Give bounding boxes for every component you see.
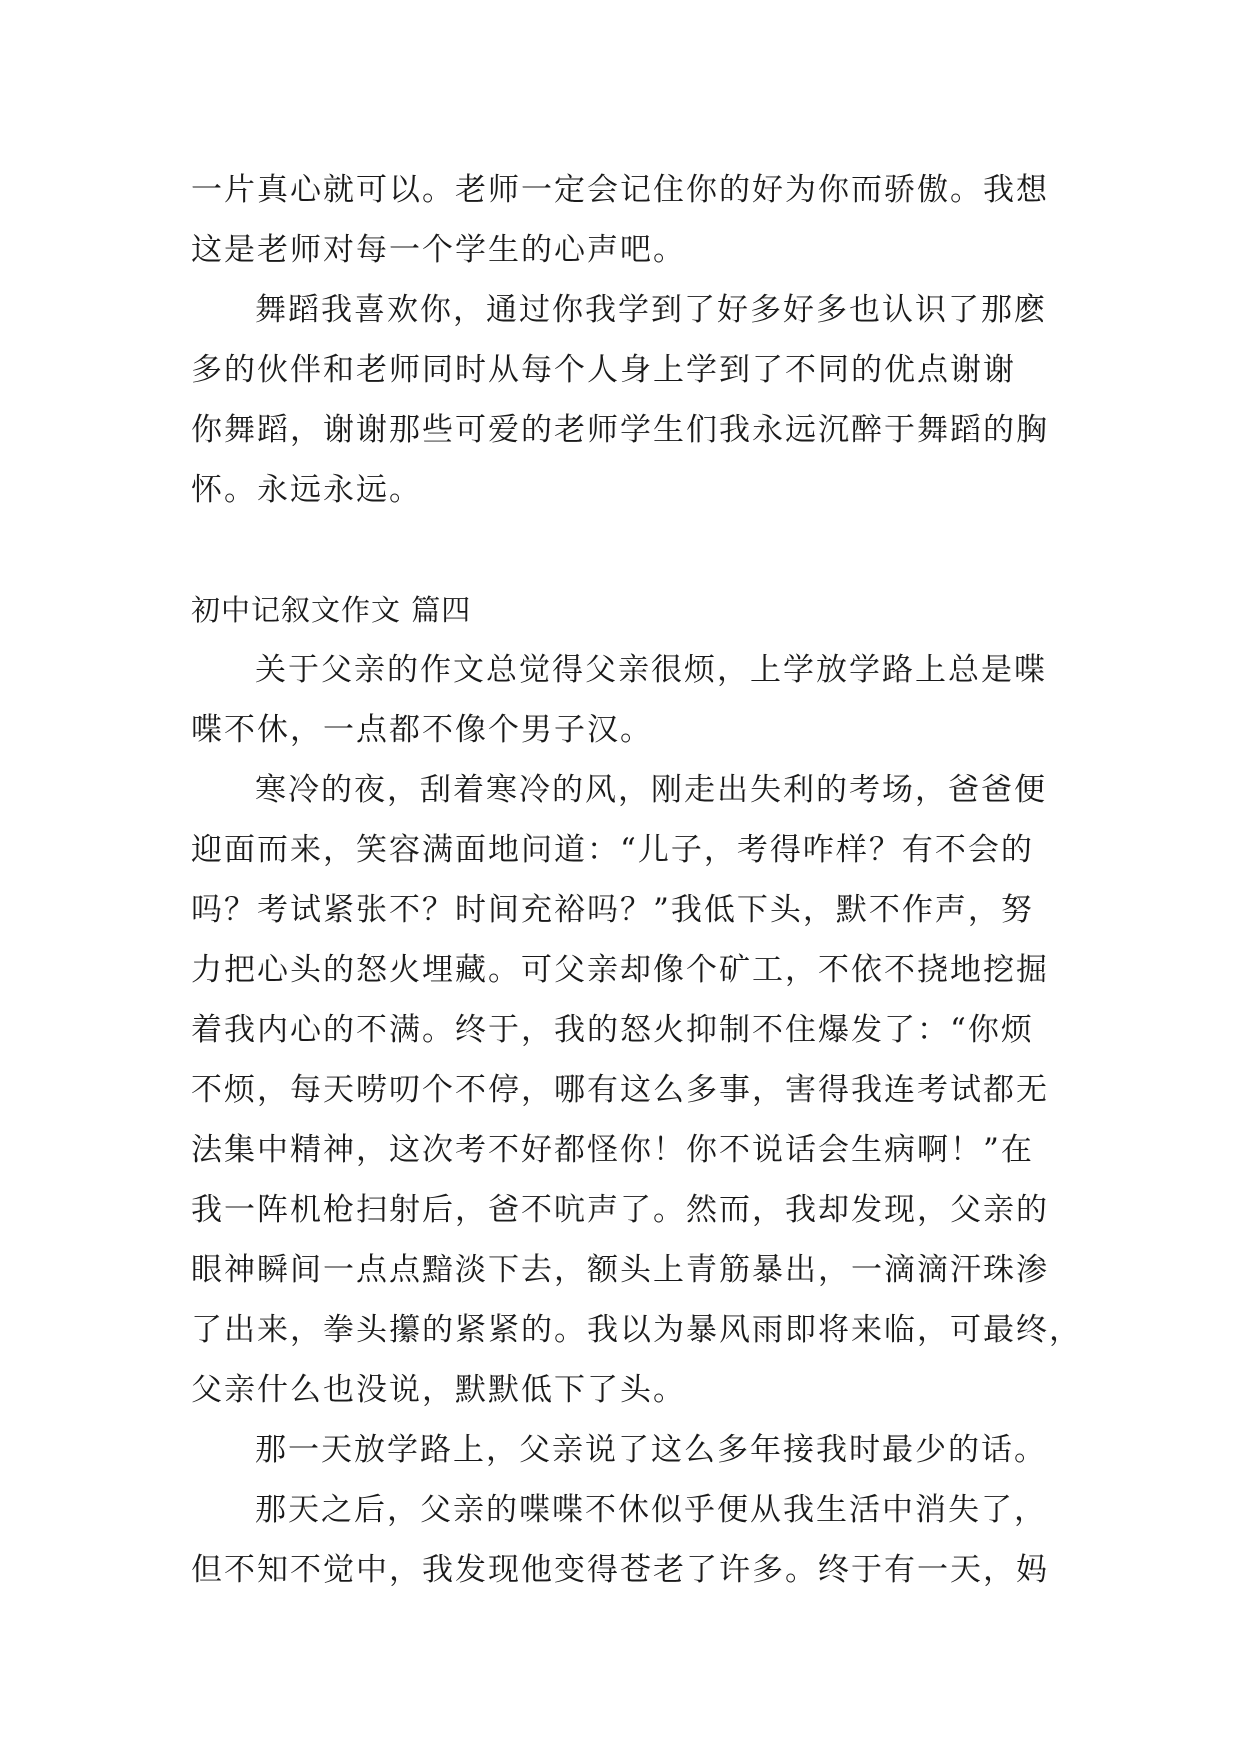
text-line: 那天之后，父亲的喋喋不休似乎便从我生活中消失了， [255, 1492, 1047, 1528]
document-body [191, 160, 1082, 1600]
paragraph [191, 1480, 1051, 1600]
text-line: 怀。永远永远。 [191, 472, 422, 508]
paragraph-spacer [191, 520, 1051, 580]
text-line: 父亲什么也没说，默默低下了头。 [191, 1372, 686, 1408]
text-line: 喋不休，一点都不像个男子汉。 [191, 712, 653, 748]
text-line: 我一阵机枪扫射后，爸不吭声了。然而，我却发现，父亲的 [191, 1192, 1049, 1228]
text-line: 多的伙伴和老师同时从每个人身上学到了不同的优点谢谢 [191, 352, 1016, 388]
text-line: 着我内心的不满。终于，我的怒火抑制不住爆发了：“你烦 [191, 1012, 1034, 1048]
text-line: 眼神瞬间一点点黯淡下去，额头上青筋暴出，一滴滴汗珠渗 [191, 1252, 1049, 1288]
text-line: 舞蹈我喜欢你，通过你我学到了好多好多也认识了那麽 [255, 292, 1047, 328]
text-line: 吗？考试紧张不？时间充裕吗？”我低下头，默不作声，努 [191, 892, 1034, 928]
paragraph [191, 1420, 1051, 1480]
text-line: 这是老师对每一个学生的心声吧。 [191, 232, 686, 268]
paragraph [191, 160, 1051, 280]
text-line: 迎面而来，笑容满面地问道：“儿子，考得咋样？有不会的 [191, 832, 1034, 868]
text-line: 那一天放学路上，父亲说了这么多年接我时最少的话。 [255, 1432, 1047, 1468]
text-line: 不烦，每天唠叨个不停，哪有这么多事，害得我连考试都无 [191, 1072, 1049, 1108]
text-line: 你舞蹈，谢谢那些可爱的老师学生们我永远沉醉于舞蹈的胸 [191, 412, 1049, 448]
text-line: 了出来，拳头攥的紧紧的。我以为暴风雨即将来临，可最终， [191, 1312, 1082, 1348]
text-line: 法集中精神，这次考不好都怪你！你不说话会生病啊！”在 [191, 1132, 1034, 1168]
text-line: 力把心头的怒火埋藏。可父亲却像个矿工，不依不挠地挖掘 [191, 952, 1049, 988]
text-line: 一片真心就可以。老师一定会记住你的好为你而骄傲。我想 [191, 172, 1049, 208]
text-line: 但不知不觉中，我发现他变得苍老了许多。终于有一天，妈 [191, 1552, 1049, 1588]
paragraph [191, 640, 1051, 760]
paragraph [191, 280, 1051, 520]
text-line: 关于父亲的作文总觉得父亲很烦，上学放学路上总是喋 [255, 652, 1047, 688]
paragraph [191, 760, 1082, 1420]
section-heading: 初中记叙文作文 篇四 [191, 593, 472, 627]
text-line: 寒冷的夜，刮着寒冷的风，刚走出失利的考场，爸爸便 [255, 772, 1047, 808]
